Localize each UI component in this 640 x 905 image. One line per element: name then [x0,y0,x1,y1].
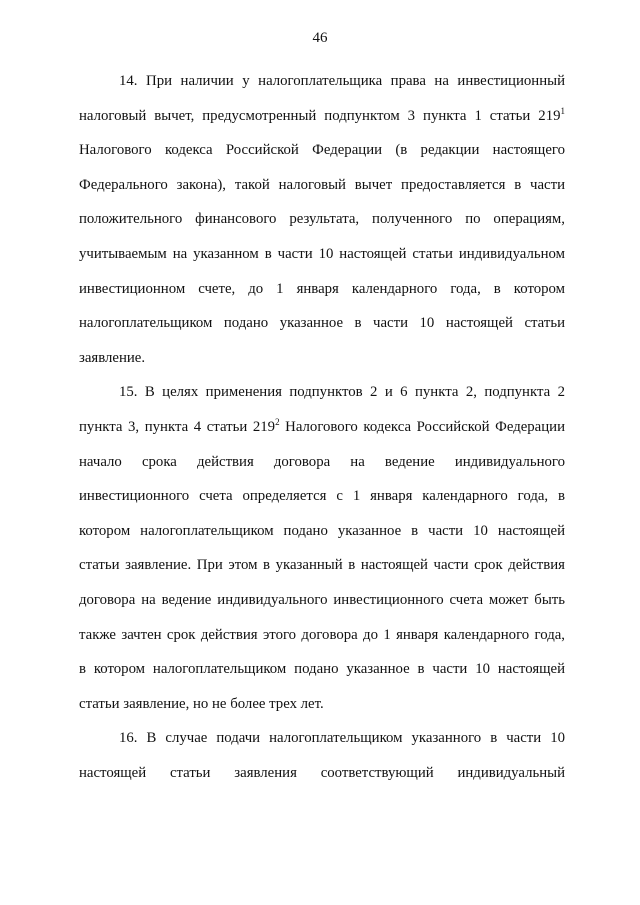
paragraph-16 [79,721,565,790]
superscript: 2 [275,416,280,427]
paragraph-14 [79,64,565,375]
paragraph-line: 14. При наличии у налогоплательщика права на инвестиционный [119,73,565,89]
paragraph-line: Налогового кодекса Российской Федерации (в редакции настоящего [79,142,565,159]
paragraph-line: начало срока действия договора на ведение индивидуального [79,453,565,470]
paragraph-line: инвестиционном счете, до 1 января календарного года, в котором [79,280,565,297]
paragraph-line: инвестиционного счета определяется с 1 января календарного года, в [79,488,565,505]
paragraph-line: учитываемым на указанном в части 10 настоящей статьи индивидуальном [79,245,565,262]
paragraph-line: статьи заявление. При этом в указанный в настоящей части срок действия [79,557,565,574]
paragraph-line: договора на ведение индивидуального инвестиционного счета может быть [79,591,565,608]
paragraph-15 [79,375,565,721]
paragraph-line: налогоплательщиком подано указанное в части 10 настоящей статьи [79,315,565,332]
paragraph-line: в котором налогоплательщиком подано указанное в части 10 настоящей [79,661,565,678]
paragraph-line: статьи заявление, но не более трех лет. [79,695,324,712]
paragraph-line: положительного финансового результата, полученного по операциям, [79,211,565,228]
paragraph-line: налоговый вычет, предусмотренный подпунктом 3 пункта 1 статьи $219^1$ [79,105,565,124]
paragraph-line: заявление. [79,349,146,366]
paragraph-line: Федерального закона), такой налоговый вычет предоставляется в части [79,176,565,193]
paragraph-line: настоящей статьи заявления соответствующий индивидуальный [79,764,565,781]
paragraph-line: также зачтен срок действия этого договора до 1 января календарного года, [79,626,565,643]
paragraph-line: 15. В целях применения подпунктов 2 и 6 пункта 2, подпункта 2 [119,384,565,401]
paragraph-line: 16. В случае подачи налогоплательщиком указанного в части 10 [119,730,565,747]
page-number: 46 [312,30,328,46]
paragraph-line: пункта 3, пункта 4 статьи $219^2$ Налогового кодекса Российской Федерации [79,416,565,435]
document-body [79,64,565,790]
superscript: 1 [560,105,565,116]
paragraph-line: котором налогоплательщиком подано указанное в части 10 настоящей [79,522,565,539]
